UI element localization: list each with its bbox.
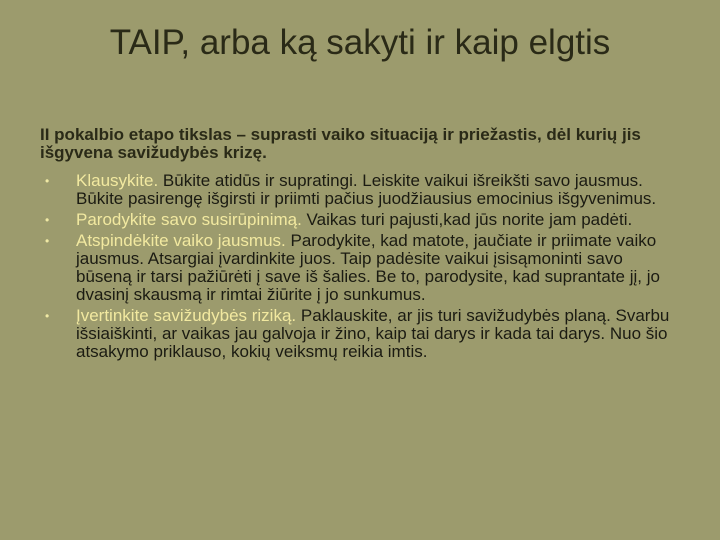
bullet-highlight: Klausykite. xyxy=(76,171,159,190)
intro-paragraph: II pokalbio etapo tikslas – suprasti vaiko situaciją ir priežastis, dėl kurių jis išgyvena savižudybės krizę. xyxy=(40,125,641,162)
bullet-text: Paklauskite, ar jis turi savižudybės planą. Svarbu išsiaiškinti, ar vaikas jau galvoja ir žino, kaip tai darys ir kada tai darys. Nuo šio atsakymo priklauso, kokių veiksmų reikia imtis. xyxy=(76,306,670,361)
slide-title: TAIP, arba ką sakyti ir kaip elgtis xyxy=(109,23,611,62)
bullet-text: Vaikas turi pajusti,kad jūs norite jam padėti. xyxy=(301,210,633,229)
bullet-item-concern xyxy=(40,211,680,229)
bullet-text: Būkite atidūs ir supratingi. Leiskite vaikui išreikšti savo jausmus. Būkite pasirengę išgirsti ir priimti pačius juodžiausius emocinius išgyvenimus. xyxy=(76,171,657,208)
bullet-item-reflect xyxy=(40,232,680,304)
bullet-item-listen xyxy=(40,172,680,208)
bullet-highlight: Įvertinkite savižudybės riziką. xyxy=(76,306,297,325)
bullet-icon: • xyxy=(45,174,50,188)
bullet-icon: • xyxy=(45,213,50,227)
bullet-highlight: Parodykite savo susirūpinimą. xyxy=(76,210,302,229)
bullet-icon: • xyxy=(45,234,50,248)
bullet-text: Parodykite, kad matote, jaučiate ir priimate vaiko jausmus. Atsargiai įvardinkite juos. Taip padėsite vaikui įsisąmoninti savo būseną ir tarsi pažiūrėti į save iš šalies. Be to, parodysite, kad suprantate jį, jo dvasinį skausmą ir rimtai žiūrite į jo sunkumus. xyxy=(76,231,660,304)
bullet-list xyxy=(40,172,680,364)
bullet-item-risk xyxy=(40,307,680,361)
bullet-highlight: Atspindėkite vaiko jausmus. xyxy=(76,231,286,250)
bullet-icon: • xyxy=(45,309,50,323)
